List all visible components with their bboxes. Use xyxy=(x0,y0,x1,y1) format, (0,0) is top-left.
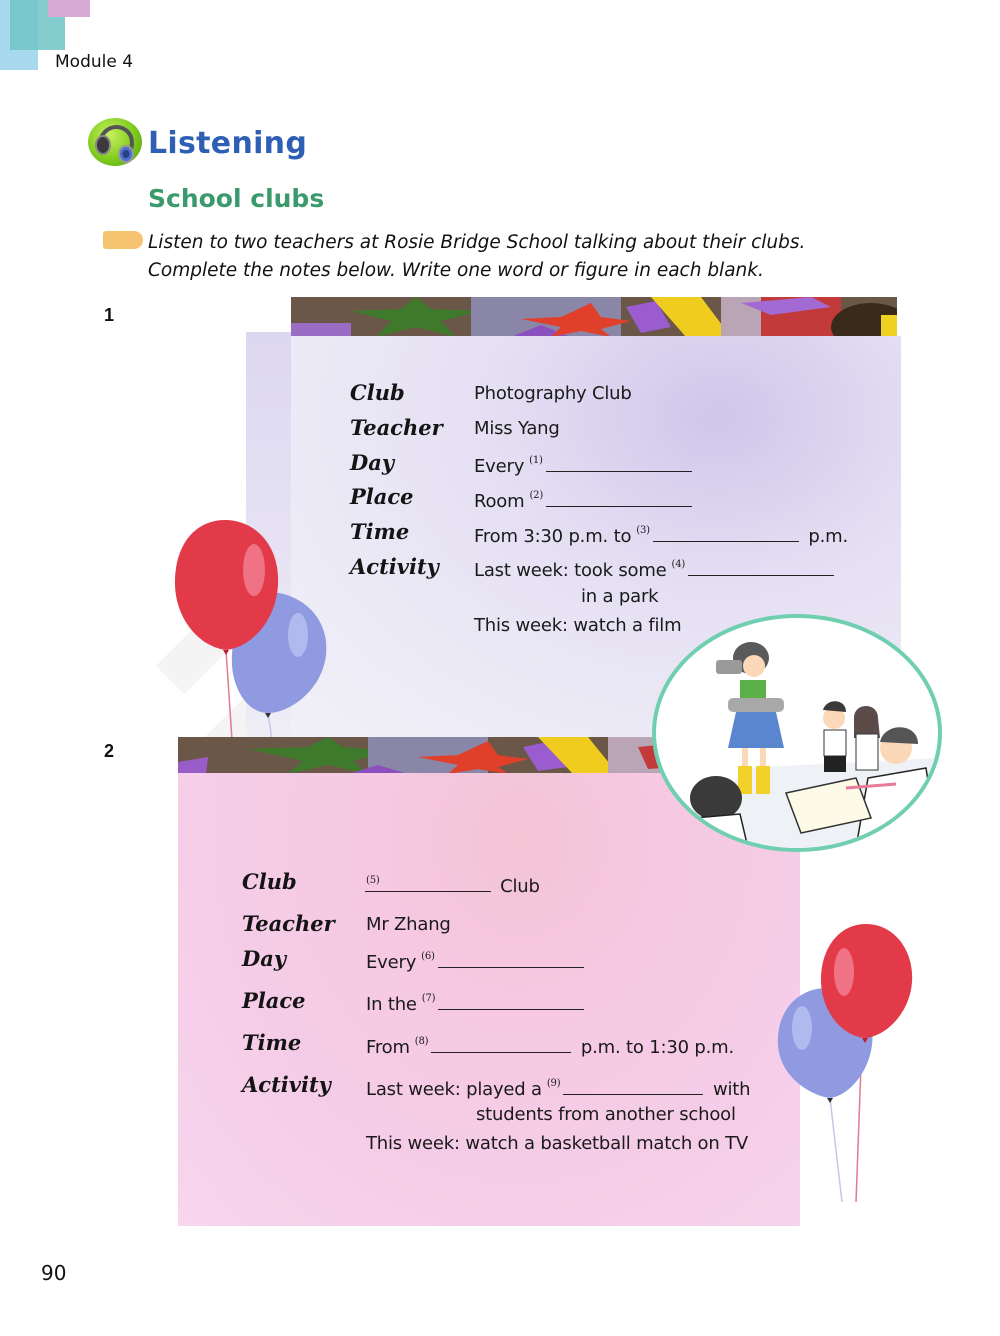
field-value-club: Photography Club xyxy=(474,383,632,404)
value-prefix: In the xyxy=(366,994,417,1015)
card-header-banner xyxy=(291,297,897,337)
field-value-day xyxy=(366,948,584,973)
section-title: Listening xyxy=(148,126,308,161)
blank-number: (4) xyxy=(671,559,686,570)
value-prefix: Last week: took some xyxy=(474,560,667,581)
value-prefix: Every xyxy=(474,456,525,477)
sub-title: School clubs xyxy=(148,184,325,213)
field-value-time xyxy=(366,1033,734,1058)
instruction-marker-icon xyxy=(103,231,143,249)
answer-blank-1[interactable] xyxy=(546,452,692,472)
field-label-day: Day xyxy=(350,450,395,475)
corner-decoration-block xyxy=(48,0,90,17)
blank-number: (8) xyxy=(414,1036,429,1047)
blank-number: (5) xyxy=(366,875,380,886)
activity-line-2: in a park xyxy=(581,586,659,607)
exercise-number: 2 xyxy=(104,741,115,761)
page-number: 90 xyxy=(41,1261,67,1285)
field-value-club xyxy=(366,872,540,897)
value-suffix: p.m. to 1:30 p.m. xyxy=(580,1037,734,1058)
answer-blank-3[interactable] xyxy=(653,522,799,542)
instructions xyxy=(148,229,805,285)
field-label-place: Place xyxy=(242,988,306,1013)
value-suffix: p.m. xyxy=(808,526,848,547)
blank-number: (7) xyxy=(421,993,436,1004)
answer-blank-9[interactable] xyxy=(563,1075,703,1095)
answer-blank-8[interactable] xyxy=(431,1033,571,1053)
photography-club-illustration xyxy=(652,614,942,852)
value-prefix: From 3:30 p.m. to xyxy=(474,526,632,547)
field-value-activity xyxy=(366,1075,750,1100)
field-value-place xyxy=(366,990,584,1015)
activity-line-2: students from another school xyxy=(476,1104,736,1125)
module-label: Module 4 xyxy=(55,52,134,72)
field-label-day: Day xyxy=(242,946,287,971)
field-label-club: Club xyxy=(242,869,297,894)
field-label-club: Club xyxy=(350,380,405,405)
answer-blank-4[interactable] xyxy=(688,556,834,576)
value-prefix: Every xyxy=(366,952,417,973)
field-value-teacher: Mr Zhang xyxy=(366,914,451,935)
activity-line-3: This week: watch a basketball match on TV xyxy=(366,1133,748,1154)
blank-number: (3) xyxy=(636,525,650,536)
blank-number: (6) xyxy=(421,951,435,962)
field-label-time: Time xyxy=(350,519,410,544)
value-suffix: Club xyxy=(500,876,540,897)
blank-number: (9) xyxy=(546,1078,561,1089)
activity-line-3: This week: watch a film xyxy=(474,615,682,636)
value-prefix: Last week: played a xyxy=(366,1079,542,1100)
field-value-activity xyxy=(474,556,834,581)
answer-blank-2[interactable] xyxy=(546,487,692,507)
field-value-teacher: Miss Yang xyxy=(474,418,560,439)
stars-banner-image xyxy=(178,737,678,774)
field-value-time xyxy=(474,522,848,547)
field-label-place: Place xyxy=(350,484,414,509)
field-label-time: Time xyxy=(242,1030,302,1055)
card-header-banner xyxy=(178,737,678,774)
instruction-line: Listen to two teachers at Rosie Bridge School talking about their clubs. xyxy=(148,232,806,253)
balloons-image xyxy=(170,515,335,740)
value-prefix: Room xyxy=(474,491,525,512)
headphones-icon xyxy=(88,118,142,166)
blank-number: (1) xyxy=(529,455,543,466)
field-label-teacher: Teacher xyxy=(242,911,335,936)
field-label-activity: Activity xyxy=(242,1072,331,1097)
field-label-teacher: Teacher xyxy=(350,415,443,440)
answer-blank-5[interactable] xyxy=(365,872,491,892)
stars-banner-image xyxy=(291,297,897,337)
field-value-day xyxy=(474,452,692,477)
field-label-activity: Activity xyxy=(350,554,439,579)
answer-blank-7[interactable] xyxy=(438,990,584,1010)
value-suffix: with xyxy=(712,1079,751,1100)
answer-blank-6[interactable] xyxy=(438,948,584,968)
field-value-place xyxy=(474,487,692,512)
blank-number: (2) xyxy=(529,490,544,501)
value-prefix: From xyxy=(366,1037,410,1058)
instruction-line: Complete the notes below. Write one word or figure in each blank. xyxy=(148,260,764,281)
balloons-image xyxy=(772,920,917,1202)
exercise-number: 1 xyxy=(104,305,115,325)
